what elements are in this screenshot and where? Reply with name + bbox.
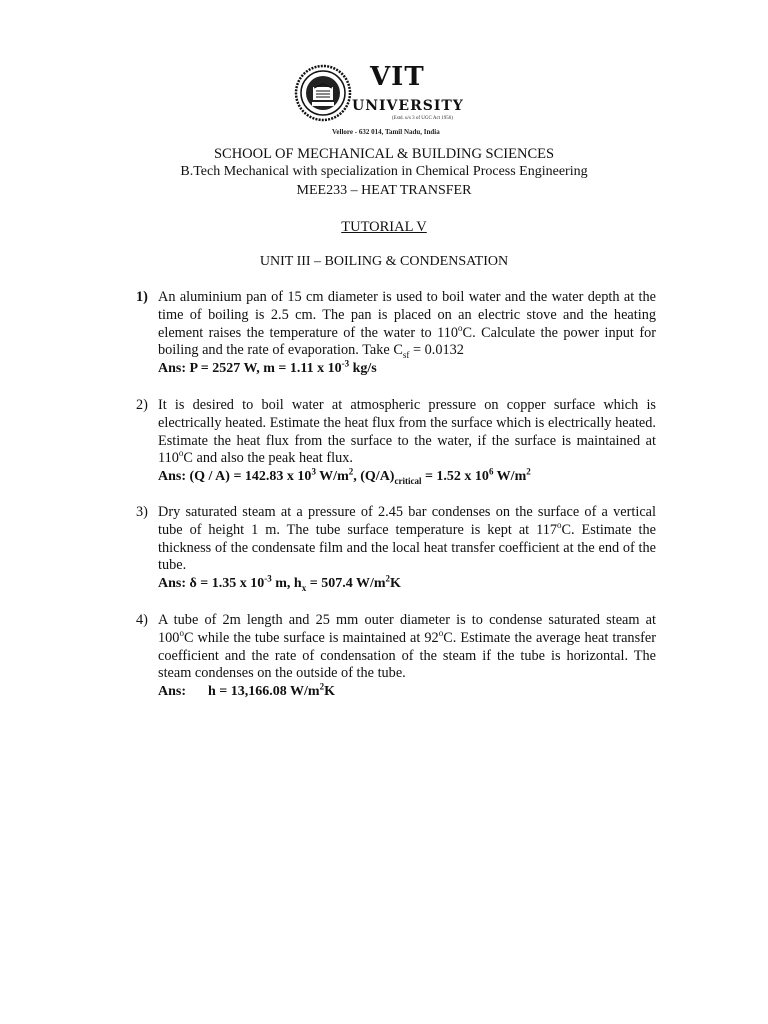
- question-number: 1): [136, 289, 148, 305]
- university-seal-icon: [294, 64, 352, 122]
- answer: Ans: δ = 1.35 x $10^{-3}$ m, $h_x = 507.4$ $W/m^2K$: [158, 573, 401, 593]
- question-number: 3): [136, 504, 148, 520]
- question-text: A tube of 2m length and 25 mm outer diameter is to condense saturated steam at 100$^o$C while the tube surface is maintained at 92$^o$C. Estimate the average heat transfer coefficient and the rate of condensation of the steam if the tube is horizontal. The steam condenses on the outside of the tube.: [158, 612, 657, 682]
- question-1: [136, 289, 656, 378]
- answer: Ans: P = 2527 W, m = 1.11 x $10^{-3}$ kg/s: [158, 358, 377, 377]
- school-heading: SCHOOL OF MECHANICAL & BUILDING SCIENCES: [213, 146, 555, 162]
- answer: Ans: (Q / A) = 142.83 x $10^3$ $W/m^2$, $(Q/A)_{critical} = 1.52$ x $10^6$ $W/m^2$: [158, 466, 531, 486]
- course-heading: MEE233 – HEAT TRANSFER: [296, 183, 472, 198]
- university-logo: [292, 62, 462, 142]
- tutorial-title: TUTORIAL V: [341, 219, 427, 235]
- question-text: It is desired to boil water at atmospheric pressure on copper surface which is electrically heated. Estimate the heat flux from the surface which is electrically heated. Estimate the heat flux from the surface to the water, if the surface is maintained at 110$^o$C and also the peak heat flux.: [158, 397, 656, 467]
- question-number: 4): [136, 612, 148, 628]
- question-2: [136, 397, 656, 486]
- logo-university-text: UNIVERSITY: [352, 98, 464, 114]
- question-4: [136, 612, 656, 701]
- logo-vit-text: VIT: [370, 62, 425, 92]
- logo-address: Vellore - 632 014, Tamil Nadu, India: [332, 128, 440, 136]
- answer: Ans: h = 13,166.08 $W/m^2K$: [158, 681, 335, 700]
- question-number: 2): [136, 397, 148, 413]
- question-3: [136, 504, 656, 593]
- program-heading: B.Tech Mechanical with specialization in Chemical Process Engineering: [180, 164, 588, 179]
- unit-heading: UNIT III – BOILING & CONDENSATION: [259, 254, 509, 269]
- question-text: Dry saturated steam at a pressure of 2.45 bar condenses on the surface of a vertical tube of height 1 m. The tube surface temperature is kept at 117$^o$C. Estimate the thickness of the condensate film and the local heat transfer coefficient at the end of the tube.: [158, 504, 656, 574]
- question-text: An aluminium pan of 15 cm diameter is used to boil water and the water depth at the time of boiling is 2.5 cm. The pan is placed on an electric stove and the heating element raises the temperature of the water to 110$^o$C. Calculate the power input for boiling and the rate of evaporation. Take $C_{sf} = 0.0132$: [158, 289, 656, 361]
- logo-tagline: (Estd. u/s 3 of UGC Act 1956): [392, 116, 453, 121]
